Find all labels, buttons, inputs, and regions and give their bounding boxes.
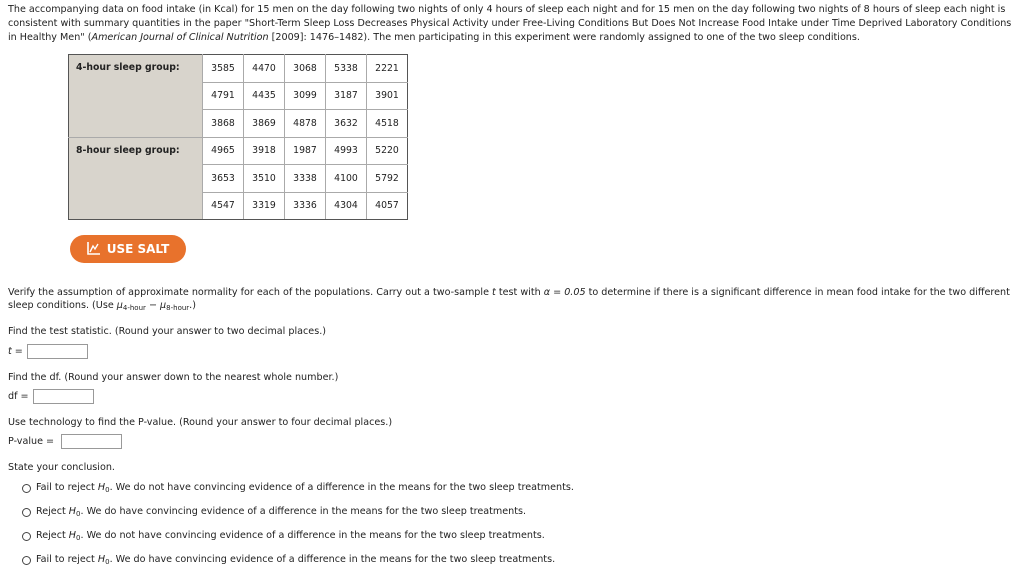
use-salt-label: USE SALT	[106, 242, 170, 256]
p-value-input[interactable]	[61, 434, 122, 449]
table-cell: 3869	[244, 110, 285, 138]
table-cell: 3336	[285, 192, 326, 220]
table-cell: 3319	[244, 192, 285, 220]
group-label-4hour: 4-hour sleep group:	[69, 55, 203, 138]
radio-icon[interactable]	[22, 484, 31, 493]
table-cell: 4100	[326, 165, 367, 193]
table-cell: 3901	[367, 82, 408, 110]
table-cell: 3653	[203, 165, 244, 193]
table-cell: 4435	[244, 82, 285, 110]
conclusion-prompt: State your conclusion.	[8, 462, 115, 473]
table-cell: 4470	[244, 55, 285, 83]
table-cell: 3068	[285, 55, 326, 83]
table-cell: 3918	[244, 137, 285, 165]
df-label: df =	[8, 391, 29, 402]
table-cell: 3187	[326, 82, 367, 110]
table-cell: 3632	[326, 110, 367, 138]
table-cell: 1987	[285, 137, 326, 165]
conclusion-option-3[interactable]	[22, 530, 545, 542]
radio-icon[interactable]	[22, 556, 31, 565]
conclusion-option-1[interactable]	[22, 482, 574, 494]
data-table	[68, 54, 408, 220]
table-cell: 5220	[367, 137, 408, 165]
option-text: Fail to reject $H_0$. We do not have convincing evidence of a difference in the means for the two sleep treatments.	[36, 482, 574, 494]
table-cell: 3585	[203, 55, 244, 83]
use-salt-button[interactable]	[70, 235, 186, 263]
instructions: Verify the assumption of approximate normality for each of the populations. Carry out a two-sample t test with α = 0.05 to determine if there is a significant difference in mean food intake for the two different sleep conditions. (Use $\mu_{4-hour} - \mu_{8-hour}$.)	[8, 287, 1010, 312]
option-text: Fail to reject $H_0$. We do have convincing evidence of a difference in the means for the two sleep treatments.	[36, 554, 556, 566]
option-text: Reject $H_0$. We do not have convincing evidence of a difference in the means for the two sleep treatments.	[36, 530, 545, 542]
table-cell: 4965	[203, 137, 244, 165]
table-cell: 4791	[203, 82, 244, 110]
radio-icon[interactable]	[22, 508, 31, 517]
conclusion-option-2[interactable]	[22, 506, 526, 518]
table-cell: 3338	[285, 165, 326, 193]
table-cell: 4878	[285, 110, 326, 138]
table-cell: 5338	[326, 55, 367, 83]
p-value-label: P-value =	[8, 436, 55, 447]
intro-text-end: [2009]: 1476–1482). The men participating in this experiment were randomly assigned to one of the two sleep conditions.	[268, 32, 860, 43]
problem-intro	[8, 3, 1018, 45]
option-text: Reject $H_0$. We do have convincing evidence of a difference in the means for the two sleep treatments.	[36, 506, 527, 518]
df-input[interactable]	[33, 389, 94, 404]
conclusion-option-4[interactable]	[22, 554, 555, 566]
table-cell: 4304	[326, 192, 367, 220]
df-prompt: Find the df. (Round your answer down to the nearest whole number.)	[8, 372, 339, 383]
table-cell: 5792	[367, 165, 408, 193]
table-cell: 4518	[367, 110, 408, 138]
table-cell: 2221	[367, 55, 408, 83]
group-label-8hour: 8-hour sleep group:	[69, 137, 203, 220]
p-value-prompt: Use technology to find the P-value. (Round your answer to four decimal places.)	[8, 417, 393, 428]
table-cell: 3868	[203, 110, 244, 138]
journal-title: American Journal of Clinical Nutrition	[91, 32, 269, 43]
intro-text: The accompanying data on food intake (in Kcal) for 15 men on the day following two nights of only 4 hours of sleep each night and for 15 men on the day following two nights of 8 hours of sleep each night is consistent with summary quantities in the paper "Short-Term Sleep Loss Decreases Physical Activity under Free-Living Conditions But Does Not Increase Food Intake under Time Deprived Laboratory Conditions in Healthy Men" (	[8, 4, 1012, 43]
salt-chart-icon	[87, 241, 101, 258]
table-cell: 4057	[367, 192, 408, 220]
table-cell: 4993	[326, 137, 367, 165]
test-statistic-prompt: Find the test statistic. (Round your answer to two decimal places.)	[8, 326, 326, 337]
table-cell: 3099	[285, 82, 326, 110]
radio-icon[interactable]	[22, 532, 31, 541]
t-label: t =	[8, 346, 23, 357]
table-cell: 4547	[203, 192, 244, 220]
t-input[interactable]	[27, 344, 88, 359]
table-cell: 3510	[244, 165, 285, 193]
